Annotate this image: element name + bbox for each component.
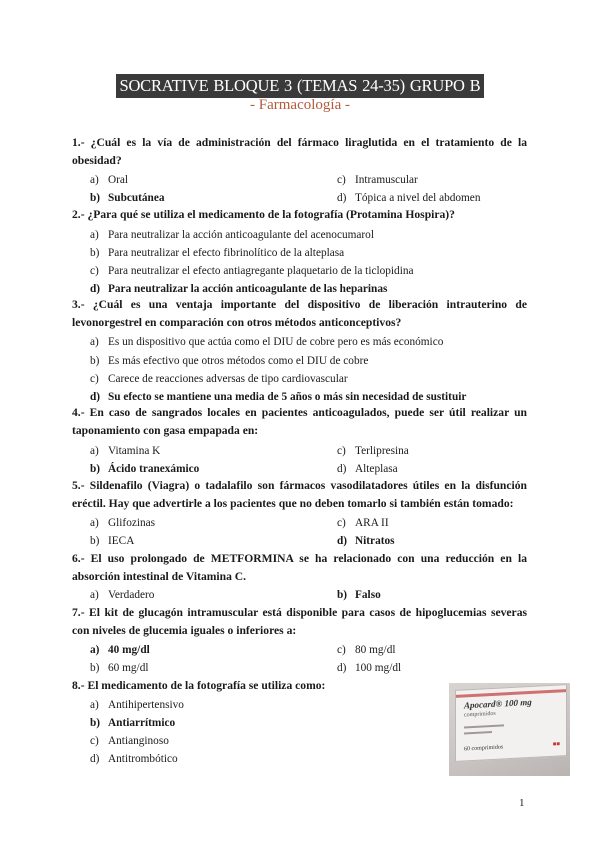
- q4-option-c: c) Terlipresina: [337, 445, 409, 457]
- q7-option-d: d) 100 mg/dl: [337, 662, 402, 674]
- box-text-line: [464, 731, 492, 734]
- q3-option-a: a) Es un dispositivo que actúa como el DIU de cobre pero es más económico: [90, 336, 444, 348]
- q8-option-b: b) Antiarrítmico: [90, 717, 176, 729]
- q2-option-a: a) Para neutralizar la acción anticoagulante del acenocumarol: [90, 229, 374, 241]
- q3-option-d: d) Su efecto se mantiene una media de 5 años o más sin necesidad de sustituir: [90, 391, 467, 403]
- q2-option-c: c) Para neutralizar el efecto antiagregante plaquetario de la ticlopidina: [90, 265, 414, 277]
- medication-photo: [449, 683, 570, 776]
- q7-option-b: b) 60 mg/dl: [90, 662, 149, 674]
- q5-option-a: a) Glifozinas: [90, 517, 156, 529]
- q4-option-b: b) Ácido tranexámico: [90, 463, 200, 475]
- question-1: 1.- ¿Cuál es la vía de administración del fármaco liraglutida en el tratamiento de la obesidad?: [72, 136, 527, 167]
- q8-option-d: d) Antitrombótico: [90, 753, 178, 765]
- q1-option-b: b) Subcutánea: [90, 192, 165, 204]
- q1-option-c: c) Intramuscular: [337, 174, 418, 186]
- question-4: 4.- En caso de sangrados locales en pacientes anticoagulados, puede ser útil realizar un taponamiento con gasa empapada en:: [72, 406, 527, 437]
- question-7: 7.- El kit de glucagón intramuscular está disponible para casos de hipoglucemias severas con niveles de glucemia iguales o inferiores a:: [72, 606, 527, 637]
- q8-option-c: c) Antianginoso: [90, 735, 169, 747]
- question-5: 5.- Sildenafilo (Viagra) o tadalafilo son fármacos vasodilatadores útiles en la disfunción eréctil. Hay que advertirle a los pacientes que no deben tomarlo si también están tomado:: [72, 479, 527, 510]
- document-title: SOCRATIVE BLOQUE 3 (TEMAS 24-35) GRUPO B: [116, 74, 483, 98]
- q3-option-b: b) Es más efectivo que otros métodos como el DIU de cobre: [90, 355, 369, 367]
- document-subtitle: - Farmacología -: [250, 97, 350, 113]
- box-product-form: comprimidos: [464, 710, 496, 719]
- box-product-name: Apocard® 100 mg: [464, 696, 532, 711]
- q5-option-b: b) IECA: [90, 535, 135, 547]
- box-text-line: [464, 724, 504, 728]
- q6-option-a: a) Verdadero: [90, 589, 155, 601]
- question-8: 8.- El medicamento de la fotografía se utiliza como:: [72, 679, 326, 692]
- q2-option-b: b) Para neutralizar el efecto fibrinolítico de la alteplasa: [90, 247, 345, 259]
- q6-option-b: b) Falso: [337, 589, 381, 601]
- q5-option-d: d) Nitratos: [337, 535, 395, 547]
- question-3: 3.- ¿Cuál es una ventaja importante del dispositivo de liberación intrauterino de levonorgestrel en comparación con otros métodos anticonceptivos?: [72, 298, 527, 329]
- q5-option-c: c) ARA II: [337, 517, 389, 529]
- page-number: 1: [519, 797, 525, 809]
- q3-option-c: c) Carece de reacciones adversas de tipo cardiovascular: [90, 373, 348, 385]
- q1-option-d: d) Tópica a nivel del abdomen: [337, 192, 481, 204]
- box-stripe: [456, 689, 566, 698]
- q7-option-c: c) 80 mg/dl: [337, 644, 396, 656]
- question-2: 2.- ¿Para qué se utiliza el medicamento de la fotografía (Protamina Hospira)?: [72, 208, 455, 221]
- medication-box: [455, 684, 567, 762]
- question-6: 6.- El uso prolongado de METFORMINA se ha relacionado con una reducción en la absorción intestinal de Vitamina C.: [72, 552, 527, 583]
- q2-option-d: d) Para neutralizar la acción anticoagulante de las heparinas: [90, 283, 388, 295]
- q4-option-a: a) Vitamina K: [90, 445, 161, 457]
- q1-option-a: a) Oral: [90, 174, 129, 186]
- box-brand-mark: ■■: [552, 741, 560, 748]
- title-container: [0, 74, 600, 98]
- q4-option-d: d) Alteplasa: [337, 463, 398, 475]
- q7-option-a: a) 40 mg/dl: [90, 644, 150, 656]
- box-package-count: 60 comprimidos: [464, 744, 504, 753]
- q8-option-a: a) Antihipertensivo: [90, 699, 184, 711]
